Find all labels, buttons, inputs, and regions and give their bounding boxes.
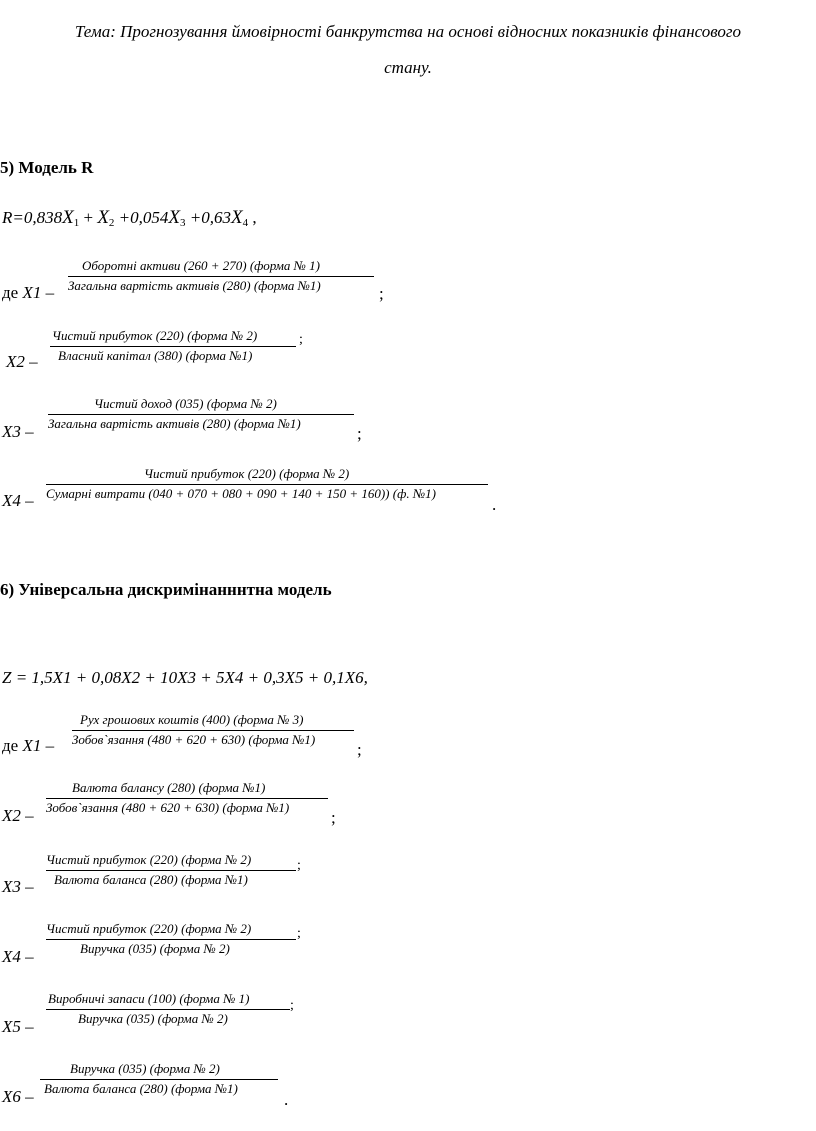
fraction-denominator: Зобов`язання (480 + 620 + 630) (форма №1) <box>46 800 290 815</box>
z-x1-fraction <box>72 712 354 760</box>
r-x4-punct: . <box>492 495 497 514</box>
fraction-bar <box>46 939 296 940</box>
document-title-line1: Тема: Прогнозування ймовірності банкрутства на основі відносних показників фінансового <box>74 22 742 41</box>
fraction-bar <box>46 1009 290 1010</box>
fraction-bar <box>68 276 374 277</box>
document-title-line2: стану. <box>384 58 432 77</box>
r-x1-label: де X1 – <box>2 283 55 302</box>
formula-coef-2: +0,054 <box>114 208 169 227</box>
z-x6-fraction <box>40 1061 278 1109</box>
fraction-denominator: Сумарні витрати (040 + 070 + 080 + 090 + 140 + 150 + 160)) (ф. №1) <box>46 486 436 501</box>
fraction-numerator: Чистий прибуток (220) (форма № 2) <box>52 328 258 343</box>
z-x3-punct: ; <box>297 858 301 873</box>
formula-plus: + <box>79 208 98 227</box>
model-r-formula <box>2 207 257 229</box>
formula-x: X <box>168 207 181 228</box>
fraction-numerator: Чистий доход (035) (форма № 2) <box>94 396 277 411</box>
z-x4-fraction <box>46 921 296 969</box>
r-x1-fraction <box>68 258 374 308</box>
z-x5-label: X5 – <box>2 1017 34 1036</box>
r-x2-punct: ; <box>299 332 303 347</box>
z-x3-fraction <box>46 852 296 900</box>
fraction-bar <box>72 730 354 731</box>
formula-end: , <box>248 208 257 227</box>
fraction-bar <box>40 1079 278 1080</box>
z-x1-label: де X1 – <box>2 736 55 755</box>
fraction-denominator: Валюта баланса (280) (форма №1) <box>44 1081 238 1096</box>
model-z-formula: Z = 1,5X1 + 0,08X2 + 10X3 + 5X4 + 0,3X5 + 0,1X6, <box>2 668 368 687</box>
fraction-numerator: Чистий прибуток (220) (форма № 2) <box>46 852 252 867</box>
formula-x: X <box>62 207 74 228</box>
r-x3-punct: ; <box>357 424 362 443</box>
fraction-bar <box>46 484 488 485</box>
z-x4-label: X4 – <box>2 947 34 966</box>
z-x1-punct: ; <box>357 740 362 759</box>
z-x5-fraction <box>46 991 290 1039</box>
formula-coef-3: +0,63 <box>185 208 231 227</box>
z-x3-label: X3 – <box>2 877 34 896</box>
fraction-numerator: Рух грошових коштів (400) (форма № 3) <box>80 712 304 727</box>
fraction-denominator: Валюта баланса (280) (форма №1) <box>54 872 248 887</box>
r-x4-fraction <box>46 466 488 514</box>
formula-x: X <box>97 207 109 228</box>
r-x4-label: X4 – <box>2 491 34 510</box>
fraction-denominator: Загальна вартість активів (280) (форма №1) <box>48 416 301 431</box>
fraction-numerator: Оборотні активи (260 + 270) (форма № 1) <box>82 258 320 273</box>
r-x2-fraction <box>50 328 296 374</box>
z-x2-fraction <box>46 780 328 828</box>
fraction-denominator: Виручка (035) (форма № 2) <box>78 1011 228 1026</box>
r-x1-punct: ; <box>379 284 384 303</box>
formula-x: X <box>231 207 243 228</box>
model-r-heading: 5) Модель R <box>0 158 94 177</box>
fraction-denominator: Виручка (035) (форма № 2) <box>80 941 230 956</box>
z-x6-label: X6 – <box>2 1087 34 1106</box>
fraction-numerator: Виробничі запаси (100) (форма № 1) <box>48 991 250 1006</box>
z-x6-punct: . <box>284 1090 289 1109</box>
fraction-numerator: Валюта балансу (280) (форма №1) <box>72 780 266 795</box>
r-x3-fraction <box>48 396 354 444</box>
r-x2-label: X2 – <box>6 352 38 371</box>
fraction-denominator: Власний капітал (380) (форма №1) <box>58 348 253 363</box>
formula-sub-2: 2 <box>108 217 115 229</box>
r-x3-label: X3 – <box>2 422 34 441</box>
fraction-denominator: Загальна вартість активів (280) (форма №1) <box>68 278 321 293</box>
fraction-bar <box>48 414 354 415</box>
z-x4-punct: ; <box>297 926 301 941</box>
z-x2-label: X2 – <box>2 806 34 825</box>
fraction-bar <box>50 346 296 347</box>
formula-sub-3: 3 <box>180 217 186 229</box>
formula-lhs: R=0,838 <box>2 208 63 227</box>
formula-sub-1: 1 <box>73 217 80 229</box>
fraction-numerator: Виручка (035) (форма № 2) <box>70 1061 220 1076</box>
fraction-denominator: Зобов`язання (480 + 620 + 630) (форма №1) <box>72 732 316 747</box>
fraction-numerator: Чистий прибуток (220) (форма № 2) <box>144 466 350 481</box>
formula-sub-4: 4 <box>242 217 249 229</box>
z-x5-punct: ; <box>290 998 294 1013</box>
z-x2-punct: ; <box>331 808 336 827</box>
fraction-bar <box>46 798 328 799</box>
model-z-heading: 6) Універсальна дискримінанннтна модель <box>0 580 332 599</box>
fraction-bar <box>46 870 296 871</box>
fraction-numerator: Чистий прибуток (220) (форма № 2) <box>46 921 252 936</box>
